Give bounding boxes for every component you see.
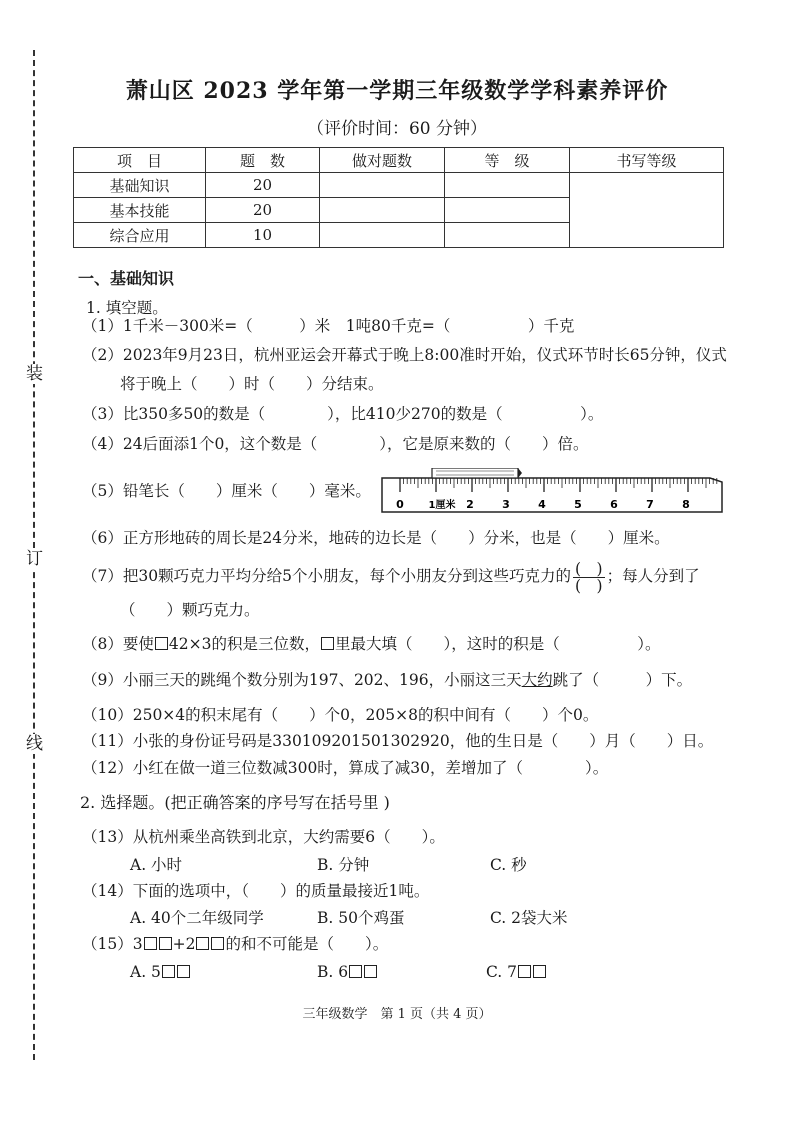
row-count: 20 [206, 173, 320, 198]
fraction [573, 561, 605, 594]
question-15-text-c: 的和不可能是（ ）。 [225, 935, 389, 953]
question-6: （6）正方形地砖的周长是24分米，地砖的边长是（ ）分米，也是（ ）厘米。 [82, 529, 670, 547]
q15-option-c [486, 962, 547, 982]
q15-option-a-text: A. 5 [130, 963, 161, 981]
blank-square-icon [162, 965, 175, 978]
header-count: 题 数 [206, 148, 320, 173]
ruler-label-8: 8 [682, 498, 690, 511]
ruler-label-1: 1厘米 [428, 500, 456, 511]
ruler-label-4: 4 [538, 498, 546, 511]
row-grade-cell[interactable] [445, 198, 570, 223]
header-grade: 等 级 [445, 148, 570, 173]
row-grade-cell[interactable] [445, 173, 570, 198]
question-9 [82, 670, 692, 690]
question-4: （4）24后面添1个0，这个数是（ ），它是原来数的（ ）倍。 [82, 435, 589, 453]
q15-option-b-text: B. 6 [317, 963, 349, 981]
ruler-label-0: 0 [396, 498, 404, 511]
binding-char-zhuang: 装 [26, 364, 43, 384]
q14-option-b: B. 50个鸡蛋 [317, 909, 405, 927]
question-11: （11）小张的身份证号码是330109201501302920，他的生日是（ ）月（ ）日。 [82, 732, 714, 750]
question-10: （10）250×4的积末尾有（ ）个0，205×8的积中间有（ ）个0。 [82, 706, 599, 724]
row-correct-cell[interactable] [320, 223, 445, 248]
question-7-line1 [82, 560, 700, 594]
fraction-numerator: ( ) [574, 559, 603, 578]
ruler-label-5: 5 [574, 498, 582, 511]
header-correct: 做对题数 [320, 148, 445, 173]
blank-square-icon [155, 637, 168, 650]
blank-square-icon [518, 965, 531, 978]
ruler-label-3: 3 [502, 498, 510, 511]
blank-square-icon [349, 965, 362, 978]
q13-option-a: A. 小时 [130, 856, 183, 874]
score-table-header [74, 148, 724, 173]
score-table [73, 147, 724, 248]
part2-heading: 2. 选择题。(把正确答案的序号写在括号里 ) [80, 793, 390, 812]
question-9-text-b: 跳了（ ）下。 [552, 671, 693, 689]
blank-square-icon [159, 937, 172, 950]
question-2-line2: 将于晚上（ ）时（ ）分结束。 [120, 375, 384, 393]
part1-heading: 1. 填空题。 [86, 299, 168, 317]
page-footer: 三年级数学 第 1 页（共 4 页） [302, 1007, 492, 1022]
question-14: （14）下面的选项中，（ ）的质量最接近1吨。 [82, 882, 430, 900]
blank-square-icon [533, 965, 546, 978]
page-subtitle: （评价时间：60 分钟） [306, 119, 488, 139]
page-title: 萧山区 2023 学年第一学期三年级数学学科素养评价 [125, 78, 669, 104]
question-5: （5）铅笔长（ ）厘米（ ）毫米。 [82, 482, 371, 500]
question-3: （3）比350多50的数是（ ），比410少270的数是（ ）。 [82, 405, 604, 423]
question-7-text: （7）把30颗巧克力平均分给5个小朋友，每个小朋友分到这些巧克力的 [82, 567, 571, 585]
question-9-underlined: 大约 [521, 671, 553, 689]
header-item: 项 目 [74, 148, 206, 173]
q13-option-c: C. 秒 [490, 856, 527, 874]
q15-option-a [130, 962, 191, 982]
question-8 [82, 634, 660, 654]
question-7-text-end: ；每人分到了 [606, 567, 700, 585]
pencil-icon [432, 468, 522, 478]
row-correct-cell[interactable] [320, 198, 445, 223]
blank-square-icon [144, 937, 157, 950]
row-correct-cell[interactable] [320, 173, 445, 198]
writing-grade-cell[interactable] [570, 173, 724, 248]
question-8-text-a: （8）要使 [82, 635, 154, 653]
q15-option-c-text: C. 7 [486, 963, 518, 981]
q15-option-b [317, 962, 378, 982]
question-15-text-b: +2 [172, 935, 196, 953]
header-writing-grade: 书写等级 [570, 148, 724, 173]
table-row [74, 173, 724, 198]
row-count: 10 [206, 223, 320, 248]
question-1: （1）1千米－300米=（ ）米 1吨80千克=（ ）千克 [82, 317, 575, 335]
ruler-labels [396, 498, 690, 511]
fraction-denominator: ( ) [574, 576, 603, 595]
q14-option-a: A. 40个二年级同学 [130, 909, 264, 927]
row-item: 基础知识 [74, 173, 206, 198]
question-9-text-a: （9）小丽三天的跳绳个数分别为197、202、196，小丽这三天 [82, 671, 522, 689]
row-item: 综合应用 [74, 223, 206, 248]
blank-square-icon [177, 965, 190, 978]
blank-square-icon [321, 637, 334, 650]
blank-square-icon [211, 937, 224, 950]
blank-square-icon [364, 965, 377, 978]
ruler-with-pencil [380, 468, 724, 518]
section-basic-knowledge: 一、基础知识 [78, 269, 175, 288]
question-8-text-b: 42×3的积是三位数， [168, 635, 320, 653]
ruler-label-7: 7 [646, 498, 654, 511]
question-15-text-a: （15）3 [82, 935, 143, 953]
row-grade-cell[interactable] [445, 223, 570, 248]
q14-option-c: C. 2袋大米 [490, 909, 568, 927]
question-2-line1: （2）2023年9月23日，杭州亚运会开幕式于晚上8:00准时开始，仪式环节时长65分钟，仪式 [82, 346, 727, 364]
question-15 [82, 934, 388, 954]
binding-char-xian: 线 [26, 734, 43, 754]
question-12: （12）小红在做一道三位数减300时，算成了减30，差增加了（ ）。 [82, 759, 609, 777]
binding-char-ding: 订 [26, 549, 43, 569]
row-count: 20 [206, 198, 320, 223]
blank-square-icon [196, 937, 209, 950]
row-item: 基本技能 [74, 198, 206, 223]
q13-option-b: B. 分钟 [317, 856, 370, 874]
question-7-line2: （ ）颗巧克力。 [120, 601, 260, 619]
question-8-text-c: 里最大填（ ），这时的积是（ ）。 [334, 635, 661, 653]
ruler-label-6: 6 [610, 498, 618, 511]
question-13: （13）从杭州乘坐高铁到北京，大约需要6（ ）。 [82, 828, 445, 846]
ruler-label-2: 2 [466, 498, 474, 511]
